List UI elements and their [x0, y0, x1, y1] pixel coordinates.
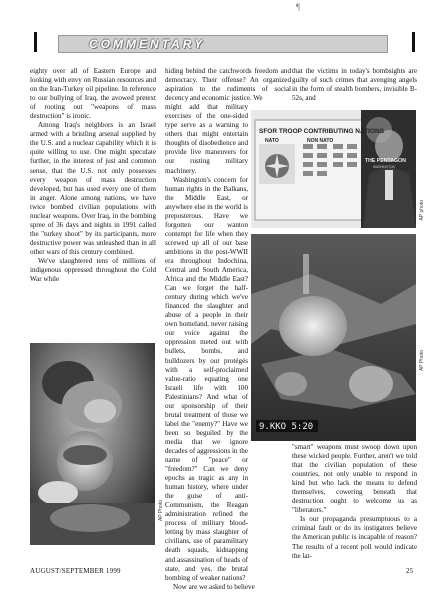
page-number: 25: [406, 567, 413, 575]
pentagon-sub-text: WASHINGTON: [373, 165, 395, 169]
photo-credit: AP photo: [419, 200, 425, 221]
paragraph: Now are we asked to believe: [173, 582, 255, 591]
section-title: COMMENTARY: [89, 37, 206, 51]
timestamp-text: 9.KKO 5:20: [259, 422, 314, 432]
paragraph: Washington's concern for human rights in the Balkans, the Middle East, or anywhere else in the world is preposterous. Have we forgotten our wanton contempt for life when they screwed up all of our base ambitions in the post-WWII era throughout Indochina, Central and South America, Africa and the Middle East? Can we forget the half-century during which we've financed the slaughter and abuse of a people in their own homeland, never raising our voice against the oppression meted out with bullets, bombs, and bulldozers by our protégés with a self-proclaimed value-ratio equating one Israeli life with 100 Palestinians? And what of our sponsorship of their brutal treatment of those we label the "enemy?" Have we been so beguiled by the media that we ignore decades of aggressions in the name of "peace" or "freedom?" Can we deny epochs as tragic as any in human history, where under the guise of anti-Communism, the Reagan administration refined the process of military blood-letting by mass slaughter of civilians, use of paramilitary death squads, kidnapping and assassination of heads of state, and yes, the brutal bombing of weaker nations?: [165, 175, 248, 582]
photo-father-child: [30, 343, 155, 545]
paragraph: Is our propaganda presumptuous to a criminal fault or do its instigators believe the American public is incapable of reason? The results of a recent poll would indicate the lat-: [292, 515, 417, 560]
header-right-rule: [412, 32, 415, 52]
sfor-title-text: SFOR TROOP CONTRIBUTING NATIONS: [259, 128, 385, 135]
sfor-slide-title: [259, 128, 385, 135]
paragraph: Among Iraq's neighbors is an Israel armed with a bristling arsenal supplied by the U.S. and a nuclear capability which it is quite willing to use. One might speculate further, in the interest of just and common sense, that the U.S. not only possesses every weapon of mass destruction developed, but has used every one of them in anger. Alone among nations, we have twice bombed civilian populations with nuclear weapons. Over Iraq, in the bombing spree of 36 days and nights in 1991 called the "turkey shoot" by its participants, more destructive power was unleashed than in all other wars of this century combined.: [30, 121, 156, 256]
pentagon-label-text: THE PENTAGON: [365, 158, 406, 164]
corner-mark: ¶: [296, 2, 301, 12]
paragraph: We've slaughtered tens of millions of indigenous oppressed throughout the Cold War while: [30, 256, 156, 284]
photo-image: [251, 110, 416, 228]
photo-image: [251, 234, 416, 441]
paragraph: eighty over all of Eastern Europe and looking with envy on Russian resources and on the Iran-Turkey oil pipeline. In reference to our bullying of Iraq, the avowed pretext of rooting out "weapons of mass destruction" is ironic.: [30, 67, 156, 121]
paragraph: might add that military exercises of the one-sided type serve as a warning to others that might entertain thoughts of disobedience and provide live maneuvers for our rusting military machinery.: [165, 103, 248, 175]
column-3: [292, 67, 417, 103]
paragraph: "smart" weapons must swoop down upon these wicked people. Further, aren't we told that the civilian population of these countries, not only unable to respond in kind but who lack the means to defend themselves, cowering beneath that destruction ought to welcome us as "liberators.": [292, 443, 417, 515]
pentagon-sub-label: [373, 165, 395, 169]
column-3-continued: [292, 443, 417, 561]
issue-date: AUGUST/SEPTEMBER 1999: [30, 567, 121, 575]
column-1: [30, 67, 156, 284]
pentagon-label: [365, 158, 406, 164]
nato-label-text: NATO: [265, 138, 279, 144]
photo-image: [30, 343, 155, 545]
photo-bombing-aerial: [251, 234, 416, 441]
video-timestamp: [259, 422, 313, 432]
section-banner: [58, 35, 388, 53]
paragraph: hiding behind the catchwords freedom and democracy. Their offense? An organized aspiration to the rudiments of social decency and economic justice. We: [165, 67, 291, 103]
photo-sfor-briefing: [251, 110, 416, 228]
photo-credit: AP Photo: [158, 500, 164, 522]
header-left-rule: [34, 32, 37, 52]
non-nato-label: [307, 138, 333, 144]
paragraph: that the victims in today's bombsights are guilty of such crimes that avenging angels in the form of stealth bombers, invisible B-52s, and: [292, 67, 417, 103]
non-nato-label-text: NON NATO: [307, 138, 334, 144]
photo-credit: AP Photo: [419, 350, 425, 372]
nato-label: [265, 138, 279, 144]
